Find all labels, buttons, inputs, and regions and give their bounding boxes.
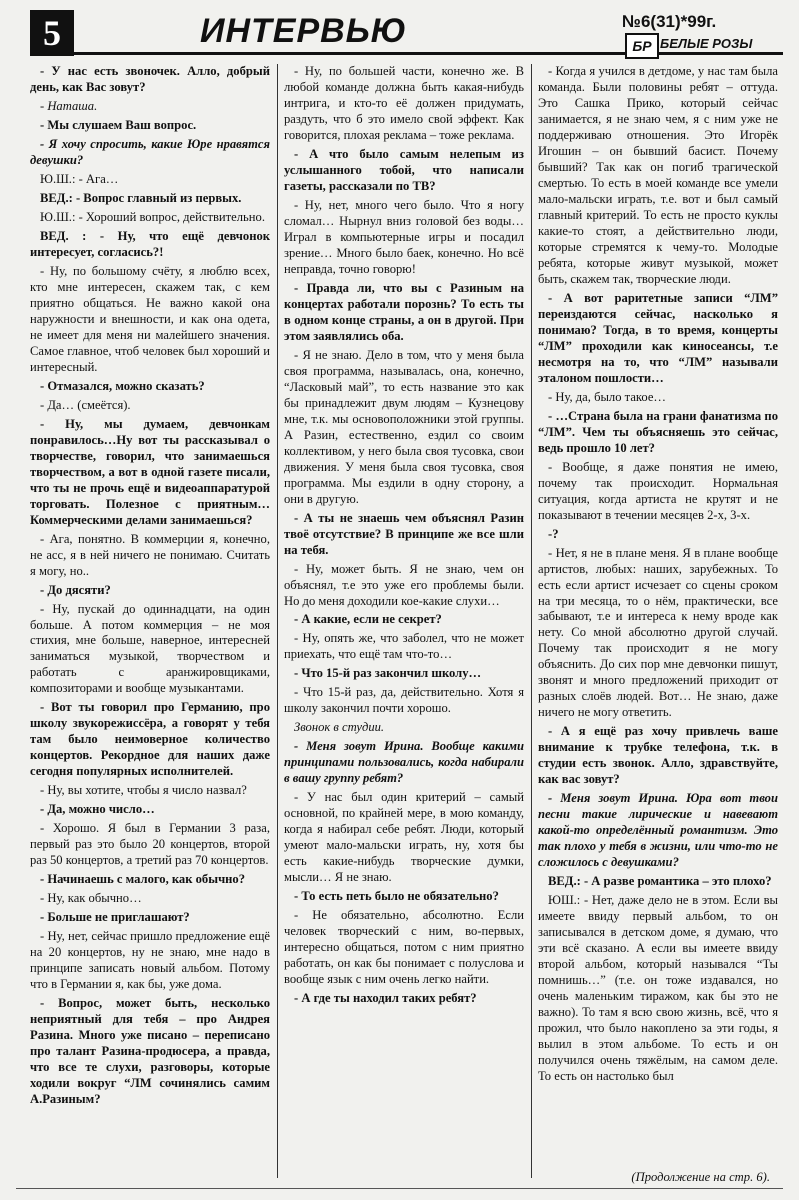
bottom-rule — [16, 1188, 783, 1189]
article-paragraph: - А вот раритетные записи “ЛМ” переиздаются сейчас, насколько я понимаю? Тогда, в то время, концерты “ЛМ” проходили как киносеансы, т.е несмотря на то, что “ЛМ” называли эталоном пошлости… — [538, 290, 778, 385]
article-paragraph: - Ну, может быть. Я не знаю, чем он объяснял, т.е это уже его проблемы были. Но до меня доходили кое-какие слухи… — [284, 561, 524, 608]
page-header — [0, 0, 799, 62]
article-paragraph: ЮШ.: - Нет, даже дело не в этом. Если вы имеете ввиду первый альбом, то он записывался в детском доме, я думаю, что эти всё сказано. А если вы имеете ввиду второй альбом, который назывался “Ты помнишь…” (т.е. он тоже издавался, но очень маленьким тиражом, как бы это не важно). То там я всю свою жизнь, всё, что я прожил, что было накоплено за эти годы, я вылил в этом альбоме. То есть и он получился очень тяжёлым, на самом деле. То есть он настолько был — [538, 893, 778, 1084]
article-paragraph: - А что было самым нелепым из услышанного тобой, что написали газеты, рассказали по ТВ? — [284, 146, 524, 193]
article-paragraph: - До дясяти? — [40, 582, 111, 597]
article-paragraph: - Ага, понятно. В коммерции я, конечно, не асс, я в ней ничего не понимаю. Считать я могу, но.. — [30, 531, 270, 578]
article-column-1 — [30, 64, 270, 1178]
article-paragraph: - Ну, как обычно… — [40, 891, 142, 906]
article-paragraph: - Когда я учился в детдоме, у нас там была команда. Были половины ребят – оттуда. Это Сашка Прико, который сейчас занимается, я не знаю чем, я с ним уже не поддерживаю отношения. Это Игорёк Игошин – он бывший басист. Почему бывший? Так как он погиб трагической смертью. То есть в моей команде все умели мало-мальски играть, т.е. вот и был самый главный критерий. То есть не просто куклы какие-то стоят, а действительно люди, которые стремятся к чему-то. Молодые ребята, которые живут музыкой, может быть, скажем так, творческие люди. — [538, 64, 778, 286]
article-paragraph: - Начинаешь с малого, как обычно? — [40, 872, 246, 887]
article-paragraph: ВЕД.: - Вопрос главный из первых. — [40, 190, 242, 205]
article-paragraph: - …Страна была на грани фанатизма по “ЛМ”. Чем ты объясняешь это сейчас, ведь прошло 10 лет? — [538, 408, 778, 455]
column-divider — [277, 64, 278, 1178]
article-paragraph: ВЕД. : - Ну, что ещё девчонок интересует, согласись?! — [30, 228, 270, 259]
article-paragraph: - Меня зовут Ирина. Юра вот твои песни такие лирические и навевают какой-то определённый романтизм. Это так плохо у тебя в жизни, или что-то не сложилось с девушками? — [538, 791, 778, 870]
article-paragraph: - У нас был один критерий – самый основной, по крайней мере, в мою команду, когда я набирал себе ребят. Люди, который умеют мало-мальски играть, ну, хотя бы есть какие-нибудь творческие думки, мысли… Я не знаю. — [284, 790, 524, 885]
article-paragraph: - У нас есть звоночек. Алло, добрый день, как Вас зовут? — [30, 64, 270, 94]
article-paragraph: - Ну, мы думаем, девчонкам понравилось…Ну вот ты рассказывал о творчестве, говорил, что занимаешься творчеством, а вот в одной газете писали, что ты не прочь ещё и видеоаппаратурой торговать. Полезное с приятным…Коммерческими делами занимаешься? — [30, 416, 270, 527]
article-paragraph: - Меня зовут Ирина. Вообще какими принципами пользовались, когда набирали в вашу группу ребят? — [284, 739, 524, 786]
section-title: ИНТЕРВЬЮ — [200, 12, 408, 50]
article-paragraph: - Вот ты говорил про Германию, про школу звукорежиссёра, а говорят у тебя там было неимоверное количество концертов. Рекордное для наших даже сегодня популярных исполнителей. — [30, 700, 270, 779]
newspaper-logo: БР — [625, 33, 659, 59]
article-paragraph: - Я не знаю. Дело в том, что у меня была своя программа, называлась, она, конечно, “Ласковый май”, то есть название это как бы принадлежит двум людям – Кузнецову мне, т.к. мы основоположники этой группы. А Разин, естественно, ездил со своим коллективом, у него была своя тусовка, свои движения. У меня была своя тусовка, своя программа. Мы ездили в одну сторону, а они в другую. — [284, 347, 524, 506]
article-paragraph: - Ну, нет, сейчас пришло предложение ещё на 20 концертов, ну не знаю, мне надо в принципе записать новый альбом. Потому что в Германии я, как бы, уже дома. — [30, 929, 270, 992]
article-paragraph: - Что 15-й раз, да, действительно. Хотя я школу закончил почти хорошо. — [284, 685, 524, 716]
article-paragraph: - Ну, нет, много чего было. Что я ногу сломал… Нырнул вниз головой без воды… Играл в компьютерные игры и посадил зрение… Много было баек, конечно. Но всё неправда, точно говорю! — [284, 197, 524, 276]
article-paragraph: - Что 15-й раз закончил школу… — [294, 666, 482, 681]
continuation-note: (Продолжение на стр. 6). — [631, 1170, 770, 1184]
article-paragraph: - Больше не приглашают? — [40, 910, 190, 925]
article-paragraph: - А какие, если не секрет? — [294, 612, 442, 627]
article-paragraph: - Ну, вы хотите, чтобы я число назвал? — [40, 783, 247, 798]
article-paragraph: - Вообще, я даже понятия не имею, почему так происходит. Нормальная ситуация, когда артиста не крутят и не показывают в течении месяцев 2-х, 3-х. — [538, 459, 778, 522]
article-paragraph: - Наташа. — [40, 98, 98, 113]
article-paragraph: - Мы слушаем Ваш вопрос. — [40, 117, 197, 132]
article-paragraph: - Ну, да, было такое… — [548, 389, 667, 404]
article-paragraph: - Правда ли, что вы с Разиным на концертах работали порознь? То есть ты в одном конце страны, а он в другой. При этом заявлялись оба. — [284, 280, 524, 343]
issue-number: №6(31)*99г. — [622, 12, 717, 31]
header-rule — [74, 52, 783, 55]
article-paragraph: - Не обязательно, абсолютно. Если человек творческий с ним, во-первых, интересно общаться, потом с ним приятно работать, он как бы понимает с полуслова и вообще язык с ним очень легко найти. — [284, 908, 524, 987]
column-divider — [531, 64, 532, 1178]
article-paragraph: Ю.Ш.: - Ага… — [40, 171, 119, 186]
article-paragraph: Звонок в студии. — [294, 720, 385, 735]
article-paragraph: -? — [548, 526, 559, 541]
article-column-2 — [284, 64, 524, 1178]
article-paragraph: - Отмазался, можно сказать? — [40, 378, 205, 393]
article-paragraph: - А ты не знаешь чем объяснял Разин твоё отсутствие? В принципе же все шли на тебя. — [284, 510, 524, 557]
article-paragraph: - То есть петь было не обязательно? — [294, 889, 499, 904]
article-paragraph: - А где ты находил таких ребят? — [294, 991, 477, 1006]
article-paragraph: - Да… (смеётся). — [40, 397, 131, 412]
article-paragraph: Ю.Ш.: - Хороший вопрос, действительно. — [40, 209, 265, 224]
article-paragraph: - Я хочу спросить, какие Юре нравятся девушки? — [30, 136, 270, 167]
article-paragraph: - Да, можно число… — [40, 802, 155, 817]
article-column-3 — [538, 64, 778, 1178]
article-paragraph: - Хорошо. Я был в Германии 3 раза, первый раз это было 20 концертов, второй раз 50 концертов, а третий раз 70 концертов. — [30, 821, 270, 868]
article-paragraph: - Ну, опять же, что заболел, что не может приехать, что ещё там что-то… — [284, 631, 524, 662]
article-paragraph: - А я ещё раз хочу привлечь ваше внимание к трубке телефона, т.к. в студии есть звонок. Алло, здравствуйте, как вас зовут? — [538, 724, 778, 787]
article-paragraph: - Ну, пускай до одиннадцати, на один больше. А потом коммерция – не моя стихия, мне больше, наверное, интересней заниматься музыкой, творчеством и работать с аранжировщиками, композиторами и вообще музыкантами. — [30, 601, 270, 696]
newspaper-name: БЕЛЫЕ РОЗЫ — [660, 36, 753, 51]
article-paragraph: - Ну, по большей части, конечно же. В любой команде должна быть какая-нибудь интрига, и кто-то её должен придумать, раздуть, что б это имело свой эффект. Как говорится, плохая реклама – тоже реклама. — [284, 64, 524, 142]
article-paragraph: - Вопрос, может быть, несколько неприятный для тебя – про Андрея Разина. Много уже писано – переписано про талант Разина-продюсера, а правда, что все те слухи, разговоры, которые ходили вокруг “ЛМ сочинялись самим А.Разиным? — [30, 996, 270, 1107]
article-paragraph: - Нет, я не в плане меня. Я в плане вообще артистов, любых: наших, зарубежных. То есть если артист исчезает со сцены сроком на три месяца, то о нём, практически, все забывают, т.е и интереса к нему вроде как нету. Со мной абсолютно другой случай. Почему так происходит я не могу объяснить. До сих пор мне девчонки пишут, звонят и много предложений приходит от разных слоёв людей. Вот… Не знаю, даже ничего не могу ответить. — [538, 545, 778, 720]
page-number: 5 — [30, 10, 74, 56]
article-paragraph: ВЕД.: - А разве романтика – это плохо? — [548, 874, 772, 889]
article-paragraph: - Ну, по большому счёту, я люблю всех, кто мне интересен, скажем так, с кем приятно общаться. Не важно какой она наружности и внешности, и как она одета, не имеет для меня ни малейшего значения. Самое главное, чтоб человек был хороший и интересный. — [30, 263, 270, 374]
